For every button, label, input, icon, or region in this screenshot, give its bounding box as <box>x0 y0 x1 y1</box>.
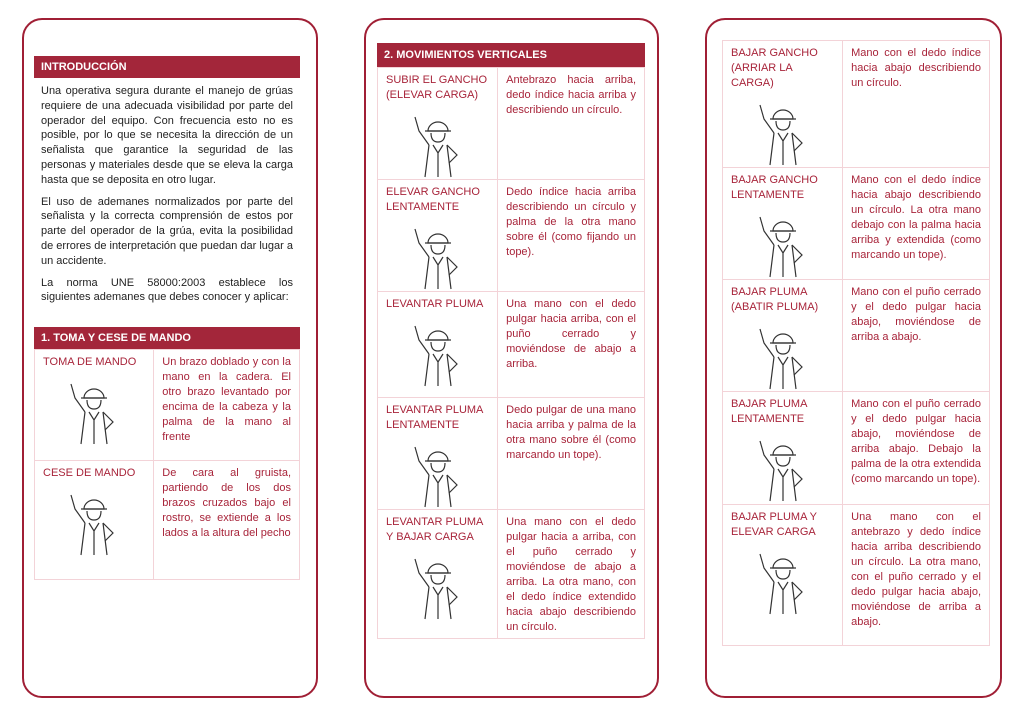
signal-name: BAJAR GANCHO LENTAMENTE <box>731 174 818 201</box>
table-row <box>35 461 300 580</box>
signal-name: CESE DE MANDO <box>43 467 136 479</box>
section1-table <box>34 349 300 580</box>
signal-description: Mano con el puño cerrado y el dedo pulgar hacia abajo, moviéndose de arriba a abajo. <box>843 280 990 392</box>
signal-description: Una mano con el dedo pulgar hacia a arriba, con el puño cerrado y moviéndose de abajo a arriba. La otra mano, con el dedo índice extendido hacia abajo describiendo un círculo. <box>498 510 645 639</box>
signal-name: ELEVAR GANCHO LENTAMENTE <box>386 186 480 213</box>
signal-figure-icon <box>748 209 818 279</box>
table-row <box>723 41 990 168</box>
signal-name: LEVANTAR PLUMA Y BAJAR CARGA <box>386 516 483 543</box>
section1-heading: 1. TOMA Y CESE DE MANDO <box>34 327 300 349</box>
signal-description: De cara al gruista, partiendo de los dos brazos cruzados bajo el rostro, se extiende a los lados a la altura del pecho <box>154 461 300 580</box>
signal-description: Una mano con el dedo pulgar hacia arriba, con el puño cerrado y moviéndose de abajo a arriba. <box>498 292 645 398</box>
intro-paragraph: El uso de ademanes normalizados por parte del señalista y la correcta comprensión de estos por parte del operador de la grúa, evita la posibilidad de errores de interpretación que puedan dar lugar a un accidente. <box>41 195 293 267</box>
intro-paragraph: La norma UNE 58000:2003 establece los siguientes ademanes que debes conocer y aplicar: <box>41 276 293 304</box>
signal-name: BAJAR GANCHO (ARRIAR LA CARGA) <box>731 47 818 89</box>
signal-name: TOMA DE MANDO <box>43 356 137 368</box>
table-row <box>35 350 300 461</box>
signal-figure-icon <box>403 551 473 621</box>
signal-cell <box>378 68 498 180</box>
signal-description: Mano con el dedo índice hacia abajo describiendo un círculo. La otra mano debajo con la palma hacia arriba y extendida (como marcando un tope). <box>843 168 990 280</box>
intro-heading: INTRODUCCIÓN <box>34 56 300 78</box>
signal-cell <box>378 292 498 398</box>
signal-description: Dedo pulgar de una mano hacia arriba y palma de la otra mano sobre él (como marcando un tope). <box>498 398 645 510</box>
table-row <box>723 392 990 505</box>
signal-cell <box>35 461 154 580</box>
signal-cell <box>723 168 843 280</box>
signal-cell <box>378 510 498 639</box>
signal-description: Mano con el dedo índice hacia abajo describiendo un círculo. <box>843 41 990 168</box>
table-row <box>378 292 645 398</box>
signal-cell <box>723 505 843 646</box>
signal-description: Mano con el puño cerrado y el dedo pulgar hacia abajo, moviéndose de arriba abajo. Debajo la palma de la otra extendida (como marcando un tope). <box>843 392 990 505</box>
signal-description: Antebrazo hacia arriba, dedo índice hacia arriba y describiendo un círculo. <box>498 68 645 180</box>
signal-name: BAJAR PLUMA (ABATIR PLUMA) <box>731 286 819 313</box>
table-row <box>378 68 645 180</box>
signal-figure-icon <box>403 318 473 388</box>
signal-cell <box>723 280 843 392</box>
signal-description: Un brazo doblado y con la mano en la cadera. El otro brazo levantado por encima de la cabeza y la palma de la mano al frente <box>154 350 300 461</box>
section3-table <box>722 40 990 646</box>
signal-name: SUBIR EL GANCHO (ELEVAR CARGA) <box>386 74 488 101</box>
signal-cell <box>35 350 154 461</box>
table-row <box>723 280 990 392</box>
table-row <box>378 398 645 510</box>
section2-heading: 2. MOVIMIENTOS VERTICALES <box>377 43 645 67</box>
signal-description: Dedo índice hacia arriba describiendo un círculo y palma de la otra mano sobre él (como fijando un tope). <box>498 180 645 292</box>
section2-table <box>377 67 645 639</box>
signal-figure-icon <box>748 321 818 391</box>
signal-name: BAJAR PLUMA Y ELEVAR CARGA <box>731 511 817 538</box>
signal-figure-icon <box>748 97 818 167</box>
signal-figure-icon <box>59 487 129 557</box>
table-row <box>723 505 990 646</box>
signal-name: LEVANTAR PLUMA LENTAMENTE <box>386 404 483 431</box>
signal-name: BAJAR PLUMA LENTAMENTE <box>731 398 807 425</box>
signal-cell <box>723 41 843 168</box>
signal-figure-icon <box>748 433 818 503</box>
signal-name: LEVANTAR PLUMA <box>386 298 484 310</box>
signal-description: Una mano con el antebrazo y dedo índice hacia arriba describiendo un círculo. La otra mano, con el puño cerrado y el dedo pulgar hacia abajo, moviéndose de arriba a abajo. <box>843 505 990 646</box>
signal-figure-icon <box>403 439 473 509</box>
table-row <box>378 180 645 292</box>
table-row <box>723 168 990 280</box>
signal-figure-icon <box>403 109 473 179</box>
signal-cell <box>723 392 843 505</box>
signal-figure-icon <box>748 546 818 616</box>
signal-figure-icon <box>403 221 473 291</box>
signal-cell <box>378 398 498 510</box>
signal-cell <box>378 180 498 292</box>
intro-text <box>41 84 293 312</box>
intro-paragraph: Una operativa segura durante el manejo de grúas requiere de una adecuada visibilidad por parte del operador del equipo. Con frecuencia esto no es posible, por lo que se necesita la dirección de un señalista que garantice la seguridad de las personas y materiales desde que se eleva la carga hasta que se deposita en otro lugar. <box>41 85 293 186</box>
table-row <box>378 510 645 639</box>
signal-figure-icon <box>59 376 129 446</box>
